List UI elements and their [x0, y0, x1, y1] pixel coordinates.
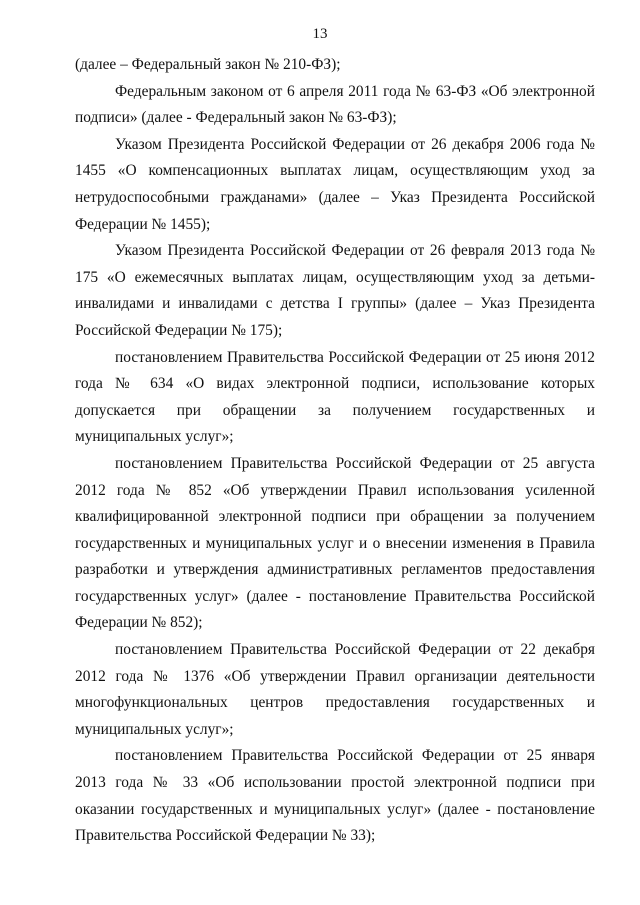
paragraph-resolution-1376: постановлением Правительства Российской Федерации от 22 декабря 2012 года № 1376 «Об утверждении Правил организации деятельности многофункциональных центров предоставления государственных и муниципальных услуг»; [75, 641, 595, 738]
document-body [75, 52, 595, 850]
paragraph-resolution-634: постановлением Правительства Российской Федерации от 25 июня 2012 года № 634 «О видах электронной подписи, использование которых допускается при обращении за получением государственных и муниципальных услуг»; [75, 348, 595, 446]
paragraph-resolution-852: постановлением Правительства Российской Федерации от 25 августа 2012 года № 852 «Об утверждении Правил использования усиленной квалифицированной электронной подписи при обращении за получением государственных и муниципальных услуг и о внесении изменения в Правила разработки и утверждения административных регламентов предоставления государственных услуг» (далее - постановление Правительства Российской Федерации № 852); [75, 454, 595, 632]
page-number: 13 [312, 26, 328, 42]
paragraph-federal-law-63: Федеральным законом от 6 апреля 2011 года № 63-ФЗ «Об электронной подписи» (далее - Федеральный закон № 63-ФЗ); [75, 82, 595, 127]
paragraph-decree-1455: Указом Президента Российской Федерации от 26 декабря 2006 года № 1455 «О компенсационных выплатах лицам, осуществляющим уход за нетрудоспособными гражданами» (далее – Указ Президента Российской Федерации № 1455); [75, 135, 595, 233]
paragraph-decree-175: Указом Президента Российской Федерации от 26 февраля 2013 года № 175 «О ежемесячных выплатах лицам, осуществляющим уход за детьми-инвалидами и инвалидами с детства I группы» (далее – Указ Президента Российской Федерации № 175); [75, 242, 595, 339]
paragraph-continuation: (далее – Федеральный закон № 210-ФЗ); [75, 56, 341, 73]
paragraph-resolution-33: постановлением Правительства Российской Федерации от 25 января 2013 года № 33 «Об использовании простой электронной подписи при оказании государственных и муниципальных услуг» (далее - постановление Правительства Российской Федерации № 33); [75, 747, 595, 845]
